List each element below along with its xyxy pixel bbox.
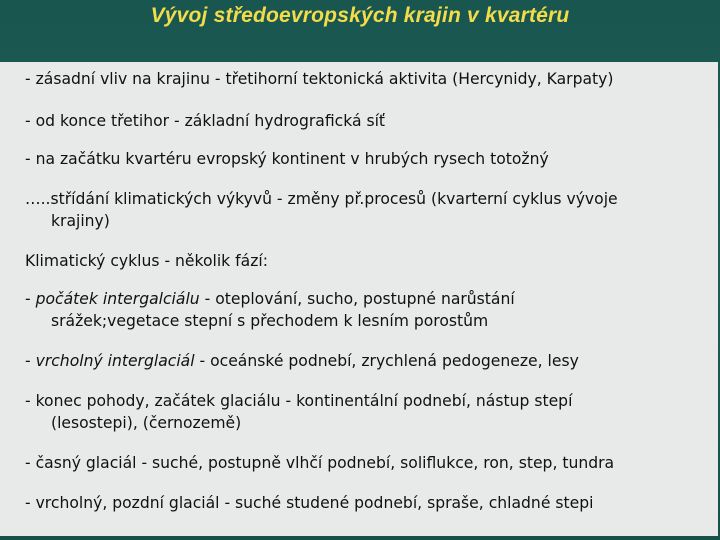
phase-prefix: - (25, 290, 36, 308)
phase-early-interglacial (25, 288, 705, 332)
phase-prefix: - (25, 352, 36, 370)
bullet-text: - na začátku kvartéru evropský kontinent v hrubých rysech totožný (25, 150, 549, 168)
phase-late-glacial (25, 492, 705, 514)
bullet-text: - zásadní vliv na krajinu - třetihorní tektonická aktivita (Hercynidy, Karpaty) (25, 70, 614, 88)
bullet-text: - od konce třetihor - základní hydrografická síť (25, 112, 386, 130)
phase-description: - oceánské podnebí, zrychlená pedogeneze, lesy (194, 352, 579, 370)
phase-text: - vrcholný, pozdní glaciál - suché studené podnebí, spraše, chladné stepi (25, 494, 594, 512)
phase-peak-interglacial (25, 350, 705, 372)
phase-name: vrcholný interglaciál (35, 352, 195, 370)
slide-title: Vývoj středoevropských krajin v kvartéru (150, 4, 570, 27)
phase-name: počátek intergalciálu (35, 290, 200, 308)
phase-text-continuation: (lesostepi), (černozemě) (51, 414, 242, 432)
phase-description-continuation: srážek;vegetace stepní s přechodem k lesním porostům (51, 312, 489, 330)
bullet-climate-oscillations (25, 188, 705, 232)
bullet-tectonics (25, 68, 705, 90)
bullet-hydrography (25, 110, 705, 132)
bullet-continent (25, 148, 705, 170)
climate-cycle-heading (25, 250, 705, 272)
phase-early-glacial (25, 452, 705, 474)
heading-text: Klimatický cyklus - několik fází: (25, 252, 268, 270)
phase-end-of-optimum (25, 390, 705, 434)
phase-description: - oteplování, sucho, postupné narůstání (199, 290, 515, 308)
bullet-text: …..střídání klimatických výkyvů - změny př.procesů (kvarterní cyklus vývoje (25, 190, 618, 208)
phase-text: - časný glaciál - suché, postupně vlhčí podnebí, soliflukce, ron, step, tundra (25, 454, 615, 472)
bullet-text-continuation: krajiny) (51, 212, 110, 230)
phase-text: - konec pohody, začátek glaciálu - kontinentální podnebí, nástup stepí (25, 392, 573, 410)
